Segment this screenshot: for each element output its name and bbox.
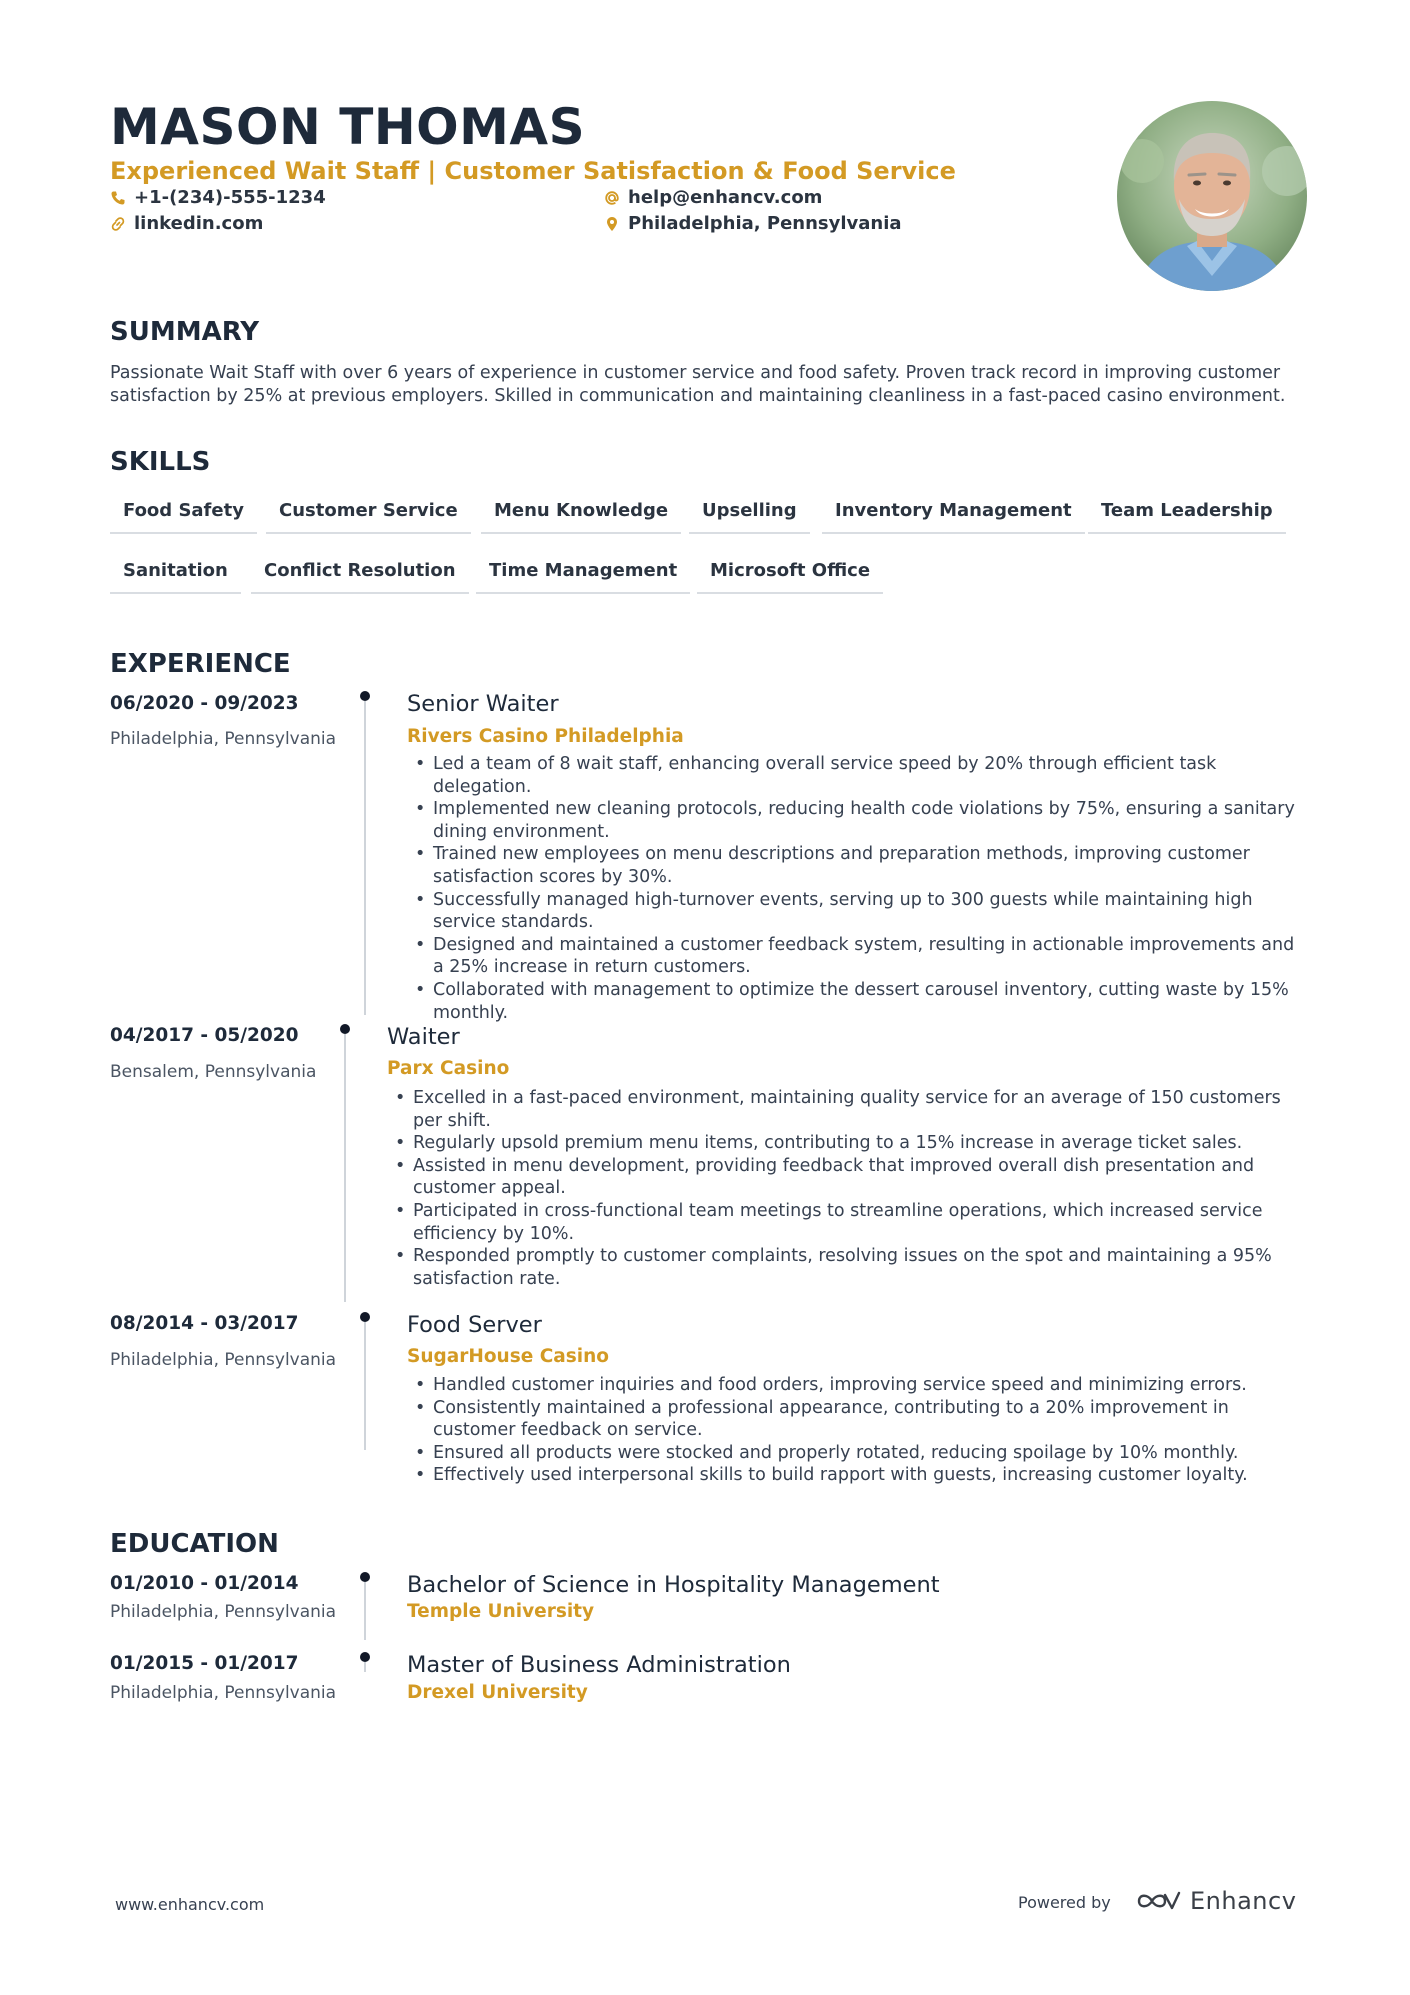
job-role: Senior Waiter [407,691,559,717]
timeline-line [364,1662,366,1672]
timeline-dot [360,1312,370,1322]
map-pin-icon [604,216,620,232]
skill-tag: Microsoft Office [697,560,883,594]
list-item: • Regularly upsold premium menu items, contributing to a 15% increase in average ticket sales. [387,1132,1307,1155]
job-location: Philadelphia, Pennsylvania [110,729,337,749]
phone-icon [110,190,126,206]
summary-title: SUMMARY [110,317,260,347]
enhancv-logo-icon [1136,1888,1182,1914]
job-role: Waiter [387,1024,460,1050]
skill-tag: Menu Knowledge [481,500,681,534]
job-company: Parx Casino [387,1058,510,1079]
edu-degree: Bachelor of Science in Hospitality Management [407,1572,940,1598]
job-dates: 08/2014 - 03/2017 [110,1313,299,1334]
avatar-illustration [1117,101,1307,291]
list-item: • Collaborated with management to optimize the dessert carousel inventory, cutting waste by 15% monthly. [407,979,1307,1024]
skill-tag: Upselling [689,500,810,534]
list-item: • Trained new employees on menu descriptions and preparation methods, improving customer satisfaction scores by 30%. [407,843,1307,888]
list-item: • Designed and maintained a customer feedback system, resulting in actionable improvements and a 25% increase in return customers. [407,934,1307,979]
list-item: • Handled customer inquiries and food orders, improving service speed and minimizing errors. [407,1374,1307,1397]
list-item: • Effectively used interpersonal skills to build rapport with guests, increasing customer loyalty. [407,1464,1307,1487]
list-item: • Consistently maintained a professional appearance, contributing to a 20% improvement in customer feedback on service. [407,1397,1307,1442]
job-dates: 04/2017 - 05/2020 [110,1025,299,1046]
list-item: • Implemented new cleaning protocols, reducing health code violations by 75%, ensuring a sanitary dining environment. [407,798,1307,843]
education-title: EDUCATION [110,1529,279,1559]
linkedin-text[interactable]: linkedin.com [134,213,264,234]
skill-tag: Conflict Resolution [251,560,469,594]
timeline-dot [340,1024,350,1034]
list-item: • Responded promptly to customer complaints, resolving issues on the spot and maintaining a 95% satisfaction rate. [387,1245,1307,1290]
job-company: SugarHouse Casino [407,1346,610,1367]
list-item: • Excelled in a fast-paced environment, maintaining quality service for an average of 150 customers per shift. [387,1087,1307,1132]
edu-school: Drexel University [407,1682,588,1703]
location-text: Philadelphia, Pennsylvania [628,213,902,234]
phone-text[interactable]: +1-(234)-555-1234 [134,187,326,208]
skill-tag: Time Management [476,560,690,594]
job-location: Bensalem, Pennsylvania [110,1062,317,1082]
edu-dates: 01/2015 - 01/2017 [110,1653,299,1674]
brand-name: Enhancv [1190,1887,1297,1915]
list-item: • Participated in cross-functional team meetings to streamline operations, which increased service efficiency by 10%. [387,1200,1307,1245]
skill-tag: Team Leadership [1088,500,1286,534]
skills-title: SKILLS [110,447,211,477]
candidate-name: MASON THOMAS [110,98,586,156]
timeline-line [364,1582,366,1640]
job-bullets [407,1374,1307,1487]
job-dates: 06/2020 - 09/2023 [110,693,299,714]
at-icon [604,190,620,206]
list-item: • Assisted in menu development, providing feedback that improved overall dish presentation and customer appeal. [387,1155,1307,1200]
list-item: • Led a team of 8 wait staff, enhancing overall service speed by 20% through efficient task delegation. [407,753,1307,798]
contact-location [604,213,902,235]
timeline-line [344,1034,346,1302]
enhancv-logo[interactable] [1136,1886,1296,1916]
summary-text: Passionate Wait Staff with over 6 years of experience in customer service and food safety. Proven track record in improving customer satisfaction by 25% at previous employers. Skilled in communication and maintaining cleanliness in a fast-paced casino environment. [110,363,1286,406]
job-role: Food Server [407,1312,542,1338]
skill-tag: Sanitation [110,560,241,594]
contact-email [604,187,822,209]
edu-school: Temple University [407,1601,595,1622]
job-company: Rivers Casino Philadelphia [407,726,684,747]
skill-tag: Customer Service [266,500,471,534]
edu-degree: Master of Business Administration [407,1652,791,1678]
skill-tag: Inventory Management [822,500,1085,534]
email-text[interactable]: help@enhancv.com [628,187,823,208]
contact-linkedin [110,213,263,235]
candidate-headline: Experienced Wait Staff | Customer Satisfaction & Food Service [110,157,956,185]
experience-title: EXPERIENCE [110,649,291,679]
edu-dates: 01/2010 - 01/2014 [110,1573,299,1594]
edu-location: Philadelphia, Pennsylvania [110,1683,337,1703]
skill-tag: Food Safety [110,500,257,534]
footer-website[interactable]: www.enhancv.com [115,1895,265,1914]
timeline-line [364,1322,366,1450]
list-item: • Successfully managed high-turnover events, serving up to 300 guests while maintaining high service standards. [407,889,1307,934]
job-bullets [387,1087,1307,1290]
timeline-dot [360,1652,370,1662]
timeline-dot [360,691,370,701]
timeline-line [364,701,366,1015]
powered-by-label: Powered by [1018,1893,1111,1912]
edu-location: Philadelphia, Pennsylvania [110,1602,337,1622]
job-location: Philadelphia, Pennsylvania [110,1350,337,1370]
list-item: • Ensured all products were stocked and properly rotated, reducing spoilage by 10% monthly. [407,1442,1307,1465]
link-icon [110,216,126,232]
contact-phone [110,187,326,209]
timeline-dot [360,1572,370,1582]
profile-photo [1117,101,1307,291]
job-bullets [407,753,1307,1024]
